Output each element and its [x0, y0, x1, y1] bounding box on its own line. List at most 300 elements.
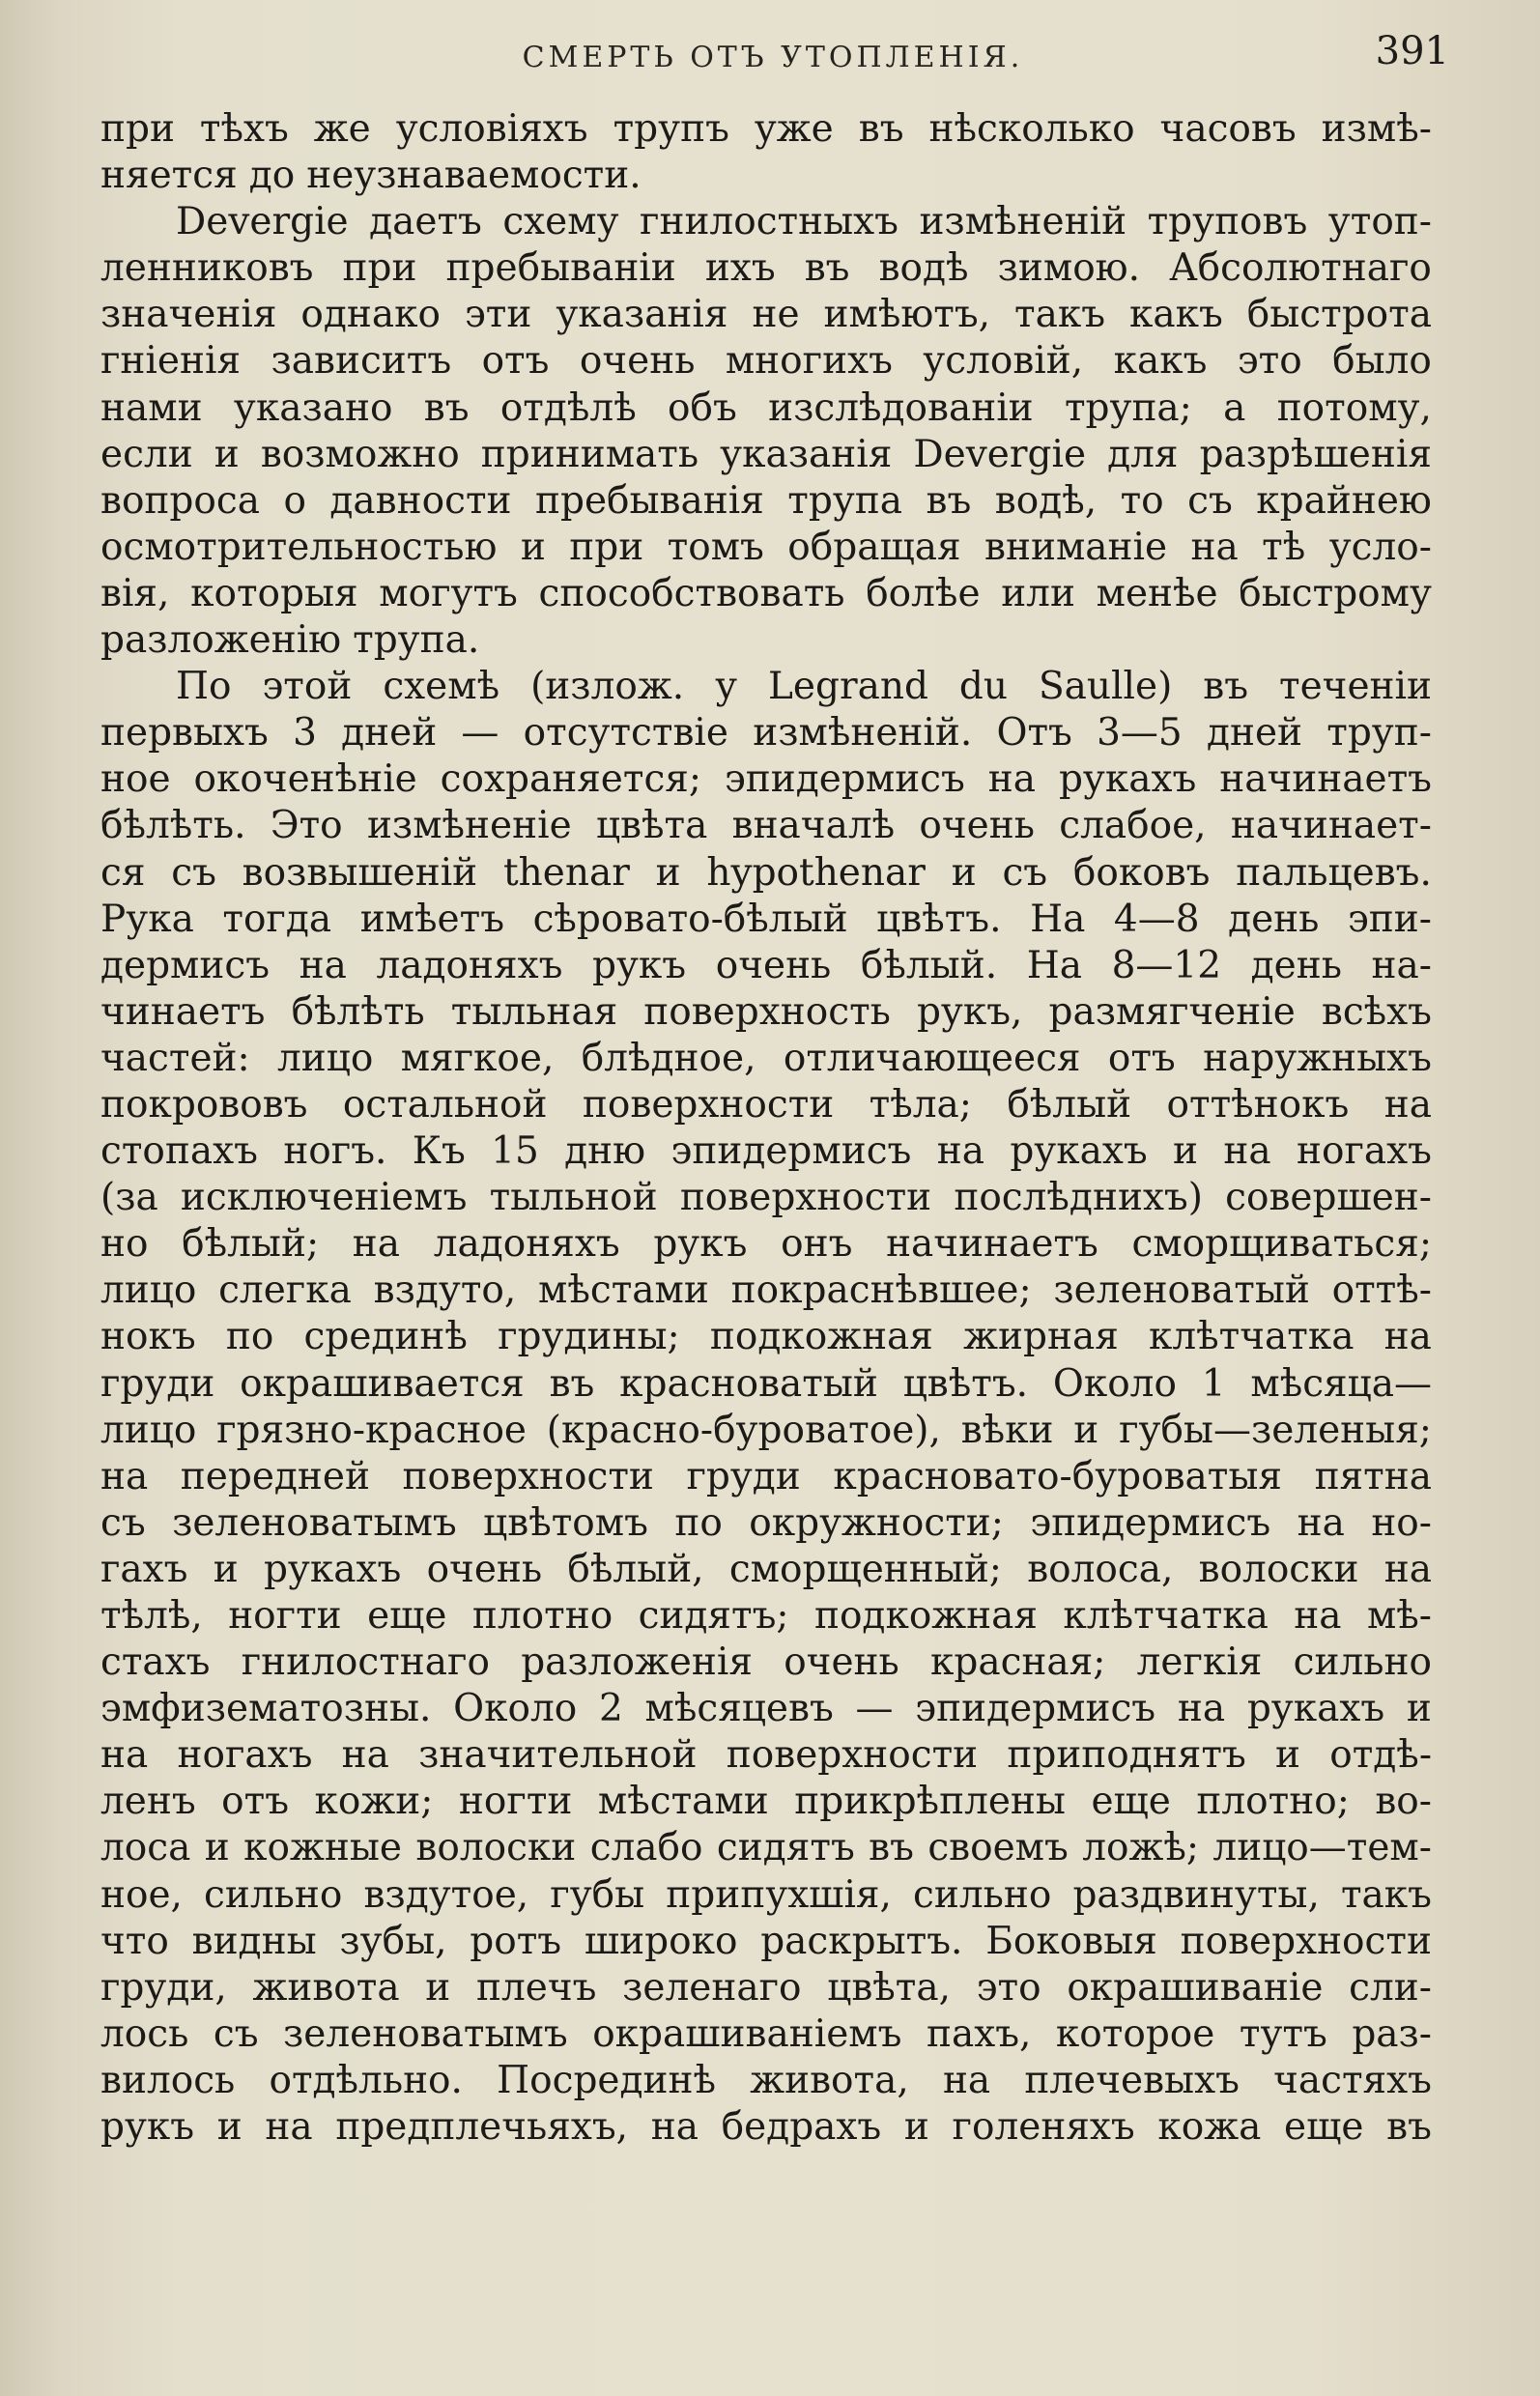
word: измѣ- [1321, 107, 1432, 151]
word: еще [1091, 1780, 1171, 1824]
word: цвѣта, [827, 1965, 952, 2010]
word: томъ [667, 525, 764, 569]
word: очень [784, 1640, 899, 1685]
word: кожи; [314, 1780, 434, 1824]
word: Около [453, 1687, 578, 1731]
word: мѣсяцевъ [644, 1687, 834, 1731]
word: — [855, 1687, 894, 1731]
word: нокъ [100, 1315, 196, 1359]
word: ногахъ [177, 1733, 313, 1778]
word: во- [1375, 1780, 1432, 1824]
word: и [204, 1826, 230, 1870]
word: кожа [1157, 2105, 1262, 2150]
word: день [1228, 897, 1320, 941]
word: бѣлый, [567, 1547, 704, 1591]
text-line [100, 1036, 1432, 1082]
word: и [214, 432, 240, 476]
word: на [936, 1129, 984, 1174]
word: въ [1386, 2105, 1432, 2150]
word: измѣненіе [366, 804, 572, 848]
word: трупа. [353, 618, 480, 663]
word: на [1294, 1594, 1342, 1638]
text-line [100, 1314, 1432, 1360]
word: рукахъ [1010, 1129, 1148, 1174]
word: значительной [418, 1733, 698, 1778]
word: пахъ, [926, 2011, 1032, 2056]
word: вилось [100, 2058, 236, 2102]
word: цвѣтъ. [876, 897, 1002, 941]
word: бѣлѣть [291, 989, 425, 1034]
text-line [100, 710, 1432, 756]
text-line [100, 617, 1432, 664]
word: при [100, 107, 175, 151]
word: 3 [293, 711, 317, 756]
text-line [100, 153, 1432, 199]
word: отдѣльно. [269, 2058, 463, 2102]
word: плотно; [1196, 1780, 1350, 1824]
word: губы [550, 1872, 645, 1917]
word: отдѣлѣ [499, 385, 637, 430]
text-line [100, 1593, 1432, 1640]
text-line [100, 803, 1432, 849]
word: лось [100, 2011, 189, 2056]
word: въ [858, 107, 904, 151]
word: частей: [100, 1036, 250, 1080]
word: менѣе [1096, 571, 1218, 615]
word: оттѣнокъ [1166, 1082, 1350, 1127]
word: живота [252, 1965, 400, 2010]
word: вздуто, [373, 1269, 517, 1313]
word: давности [329, 478, 512, 523]
word: thenar [502, 850, 630, 895]
word: плечъ [476, 1965, 597, 2010]
body-text [100, 106, 1432, 2151]
word: если [100, 432, 193, 476]
word: ладоняхъ [376, 943, 563, 987]
text-line [100, 756, 1432, 803]
word: 8—12 [1111, 943, 1222, 987]
word: Это [270, 804, 343, 848]
word: же [313, 107, 371, 151]
text-line [100, 2058, 1432, 2104]
word: этой [262, 665, 353, 709]
text-line [100, 571, 1432, 617]
word: которыя [190, 571, 358, 615]
text-line [100, 664, 1432, 710]
word: очень [715, 943, 832, 987]
word: ное, [100, 1872, 183, 1917]
word: что [100, 1919, 169, 1963]
word: эпи- [1347, 897, 1432, 941]
word: отличающееся [783, 1036, 1081, 1080]
text-line [100, 1500, 1432, 1547]
text-line [100, 1175, 1432, 1221]
word: усло- [1328, 525, 1432, 569]
word: 1 [1201, 1361, 1226, 1406]
word: волоски [1198, 1547, 1359, 1591]
word: еще [367, 1594, 447, 1638]
word: въ [423, 385, 470, 430]
word: а [1223, 385, 1246, 430]
word: слабое, [1059, 804, 1207, 848]
word: красная; [929, 1640, 1106, 1685]
word: трупа; [1064, 385, 1192, 430]
word: съ [100, 1500, 146, 1545]
word: Боковыя [985, 1919, 1157, 1963]
running-header [97, 29, 1449, 87]
word: пребываніи [445, 246, 676, 291]
word: сильно [1293, 1640, 1432, 1685]
text-line [100, 1779, 1432, 1825]
word: сильно [913, 1872, 1052, 1917]
word: начинаетъ [1219, 757, 1432, 802]
word: но [100, 1222, 149, 1267]
word: окоченѣніе [193, 757, 417, 802]
word: зеленоватый [1053, 1269, 1310, 1313]
word: груди, [100, 1965, 227, 2010]
word: тогда [222, 897, 332, 941]
word: зимою. [997, 246, 1141, 291]
word: на [1190, 525, 1239, 569]
word: грудины; [498, 1315, 680, 1359]
word: стахъ [100, 1640, 211, 1685]
text-line [100, 478, 1432, 525]
text-line [100, 1408, 1432, 1454]
word: отдѣ- [1329, 1733, 1432, 1778]
word: указанія [556, 293, 728, 337]
word: многихъ [725, 339, 893, 384]
word: Посрединѣ [497, 2058, 717, 2102]
word: гнилостнаго [241, 1640, 490, 1685]
word: Рука [100, 897, 194, 941]
word: на [1383, 1547, 1432, 1591]
word: на [987, 757, 1037, 802]
word: трупъ [613, 107, 729, 151]
page-number: 391 [1375, 29, 1449, 73]
word: то [1120, 478, 1164, 523]
text-line [100, 897, 1432, 943]
word: лицо [100, 1408, 197, 1452]
word: предплечьяхъ, [335, 2105, 629, 2150]
word: сидятъ [716, 1826, 855, 1870]
word: послѣднихъ) [954, 1176, 1203, 1220]
text-line [100, 989, 1432, 1036]
word: мягкое, [400, 1036, 555, 1080]
word: у [715, 665, 738, 709]
text-line [100, 1082, 1432, 1128]
word: всѣхъ [1321, 989, 1432, 1034]
word: тыльная [450, 989, 618, 1034]
word: отъ [221, 1780, 290, 1824]
word: было [1332, 339, 1432, 384]
word: покрововъ [100, 1082, 308, 1127]
word: бѣлѣть. [100, 804, 246, 848]
word: ное [100, 757, 171, 802]
word: лицо [277, 1036, 374, 1080]
word: схему [502, 200, 619, 244]
word: вниманіе [984, 525, 1168, 569]
word: вія, [100, 571, 170, 615]
word: тутъ [1239, 2011, 1327, 2056]
word: — [461, 711, 499, 756]
word: Devergie [176, 200, 349, 244]
word: красноватый [619, 1361, 878, 1406]
word: блѣдное, [581, 1036, 756, 1080]
word: способствовать [538, 571, 845, 615]
word: водѣ, [994, 478, 1098, 523]
text-line [100, 2011, 1432, 2058]
word: тѣла; [869, 1082, 972, 1127]
text-line [100, 525, 1432, 571]
word: исключеніемъ [180, 1176, 468, 1220]
word: Къ [412, 1129, 466, 1174]
word: ихъ [704, 246, 776, 291]
word: отъ [481, 339, 550, 384]
word: дней [1206, 711, 1303, 756]
word: на [100, 1454, 149, 1498]
word: на [942, 2058, 991, 2102]
word: разложенія [521, 1640, 753, 1685]
word: поверхности [402, 1454, 654, 1498]
word: раздвинуты, [1072, 1872, 1320, 1917]
word: грязно-красное [216, 1408, 528, 1452]
word: плечевыхъ [1024, 2058, 1240, 2102]
word: тѣхъ [199, 107, 289, 151]
word: 15 [491, 1129, 539, 1174]
word: бѣлый [1007, 1082, 1132, 1127]
word: окрашиваніемъ [592, 2011, 902, 2056]
text-line [100, 245, 1432, 292]
word: указано [233, 385, 393, 430]
word: du [958, 665, 1008, 709]
word: разрѣшенія [1199, 432, 1432, 476]
word: для [1107, 432, 1179, 476]
word: эмфизематозны. [100, 1687, 432, 1731]
word: труповъ [1147, 200, 1308, 244]
text-line [100, 943, 1432, 989]
word: частяхъ [1273, 2058, 1432, 2102]
word: такъ [1014, 293, 1106, 337]
word: и [1173, 1129, 1199, 1174]
word: на [1383, 1315, 1432, 1359]
word: имѣютъ, [823, 293, 991, 337]
word: размягченіе [1048, 989, 1296, 1034]
word: и [425, 1965, 451, 2010]
word: пальцевъ. [1236, 850, 1432, 895]
word: очень [919, 804, 1035, 848]
word: и [216, 2105, 242, 2150]
word: мѣстами [538, 1269, 709, 1313]
word: На [1026, 943, 1082, 987]
word: не [752, 293, 800, 337]
word: изслѣдованіи [768, 385, 1034, 430]
text-line [100, 338, 1432, 385]
word: въ [549, 1361, 595, 1406]
word: 4—8 [1113, 897, 1200, 941]
word: груди [686, 1454, 801, 1498]
word: осмотрительностью [100, 525, 498, 569]
word: клѣтчатка [1063, 1594, 1269, 1638]
word: съ [1187, 478, 1233, 523]
word: такъ [1340, 1872, 1432, 1917]
word: отъ [1107, 1036, 1176, 1080]
word: По [176, 665, 232, 709]
word: рукахъ [1058, 757, 1197, 802]
word: на [1383, 1082, 1432, 1127]
word: имѣетъ [359, 897, 505, 941]
word: волоса, [1027, 1547, 1174, 1591]
word: поверхности [726, 1733, 979, 1778]
word: гнилостныхъ [640, 200, 898, 244]
text-line [100, 1454, 1432, 1500]
word: и [213, 1547, 239, 1591]
word: измѣненій. [753, 711, 973, 756]
word: и [1406, 1687, 1432, 1731]
word: какъ [1113, 339, 1208, 384]
word: груди [100, 1361, 215, 1406]
word: остальной [342, 1082, 548, 1127]
word: по [674, 1500, 723, 1545]
word: въ [869, 1826, 914, 1870]
word: окружности; [749, 1500, 1004, 1545]
word: губы—зеленыя; [1119, 1408, 1432, 1452]
word: дермисъ [100, 943, 271, 987]
word: своемъ [927, 1826, 1069, 1870]
word: Saulle) [1038, 665, 1173, 709]
word: это [1237, 339, 1302, 384]
word: съ [213, 2011, 259, 2056]
word: легкія [1136, 1640, 1263, 1685]
word: На [1030, 897, 1086, 941]
word: теченіи [1279, 665, 1432, 709]
word: лоса [100, 1826, 191, 1870]
word: поверхность [643, 989, 891, 1034]
word: цвѣта [595, 804, 708, 848]
word: ногахъ [1297, 1129, 1432, 1174]
word: клѣтчатка [1148, 1315, 1355, 1359]
word: окрашиваніе [1067, 1965, 1324, 2010]
word: слабо [589, 1826, 703, 1870]
word: подкожная [709, 1315, 933, 1359]
word: онъ [781, 1222, 853, 1267]
word: припухшія, [666, 1872, 892, 1917]
word: съ [171, 850, 216, 895]
word: ложѣ; [1082, 1826, 1200, 1870]
word: эпидермисъ [670, 1129, 912, 1174]
word: на [650, 2105, 699, 2150]
word: и [1073, 1408, 1099, 1452]
word: волоски [415, 1826, 577, 1870]
word: совершен- [1225, 1176, 1432, 1220]
word: кожные [243, 1826, 402, 1870]
word: лицо [100, 1269, 197, 1313]
word: цвѣтомъ [483, 1500, 648, 1545]
word: сидятъ; [638, 1594, 789, 1638]
word: на [1177, 1687, 1226, 1731]
word: оттѣ- [1331, 1269, 1432, 1313]
word: начинает- [1230, 804, 1432, 848]
word: стопахъ [100, 1129, 258, 1174]
word: рукъ [653, 1222, 748, 1267]
word: болѣе [866, 571, 981, 615]
word: раскрытъ. [760, 1919, 963, 1963]
word: быстрота [1246, 293, 1432, 337]
text-line [100, 1872, 1432, 1919]
word: и [951, 850, 977, 895]
word: въ [804, 246, 850, 291]
word: потому, [1276, 385, 1432, 430]
text-line [100, 1268, 1432, 1314]
word: какъ [1129, 293, 1223, 337]
word: 2 [598, 1687, 623, 1731]
word: и [520, 525, 546, 569]
text-line [100, 1221, 1432, 1268]
text-line [100, 1547, 1432, 1593]
word: начинаетъ [886, 1222, 1098, 1267]
word: поверхности [679, 1176, 932, 1220]
text-line [100, 1825, 1432, 1871]
word: вначалѣ [731, 804, 896, 848]
word: Отъ [996, 711, 1072, 756]
word: ладоняхъ [433, 1222, 620, 1267]
word: 3—5 [1097, 711, 1183, 756]
word: тѣлѣ, [100, 1594, 203, 1638]
word: условіяхъ [395, 107, 588, 151]
word: отсутствіе [523, 711, 728, 756]
word: рукахъ [1246, 1687, 1385, 1731]
word: бѣлый. [860, 943, 998, 987]
text-line [100, 1640, 1432, 1686]
word: съ [1002, 850, 1048, 895]
word: Абсолютнаго [1169, 246, 1432, 291]
text-line [100, 1361, 1432, 1408]
word: эпидермисъ [724, 757, 965, 802]
word: видны [191, 1919, 317, 1963]
word: нѣсколько [928, 107, 1135, 151]
word: вѣки [960, 1408, 1054, 1452]
word: Devergie [913, 432, 1087, 476]
text-line [100, 1965, 1432, 2011]
word: жирная [963, 1315, 1119, 1359]
word: эпидермисъ [915, 1687, 1156, 1731]
word: эпидермисъ [1030, 1500, 1271, 1545]
word: бѣлый; [182, 1222, 320, 1267]
word: первыхъ [100, 711, 269, 756]
word: при [342, 246, 417, 291]
word: цвѣтъ. [902, 1361, 1029, 1406]
word: но- [1371, 1500, 1432, 1545]
word: дней [341, 711, 438, 756]
word: быстрому [1239, 571, 1432, 615]
word: очень [579, 339, 696, 384]
word: однако [300, 293, 441, 337]
word: до [248, 154, 296, 198]
word: которое [1055, 2011, 1215, 2056]
text-line [100, 850, 1432, 897]
word: трупа [787, 478, 903, 523]
text-line [100, 199, 1432, 245]
word: рукахъ [263, 1547, 402, 1591]
text-line [100, 106, 1432, 153]
word: зеленоватымъ [172, 1500, 457, 1545]
word: боковъ [1072, 850, 1211, 895]
word: ногти [458, 1780, 573, 1824]
word: возвышеній [242, 850, 478, 895]
word: крайнею [1256, 478, 1432, 523]
word: эти [464, 293, 532, 337]
text-line [100, 2104, 1432, 2151]
word: часовъ [1159, 107, 1297, 151]
